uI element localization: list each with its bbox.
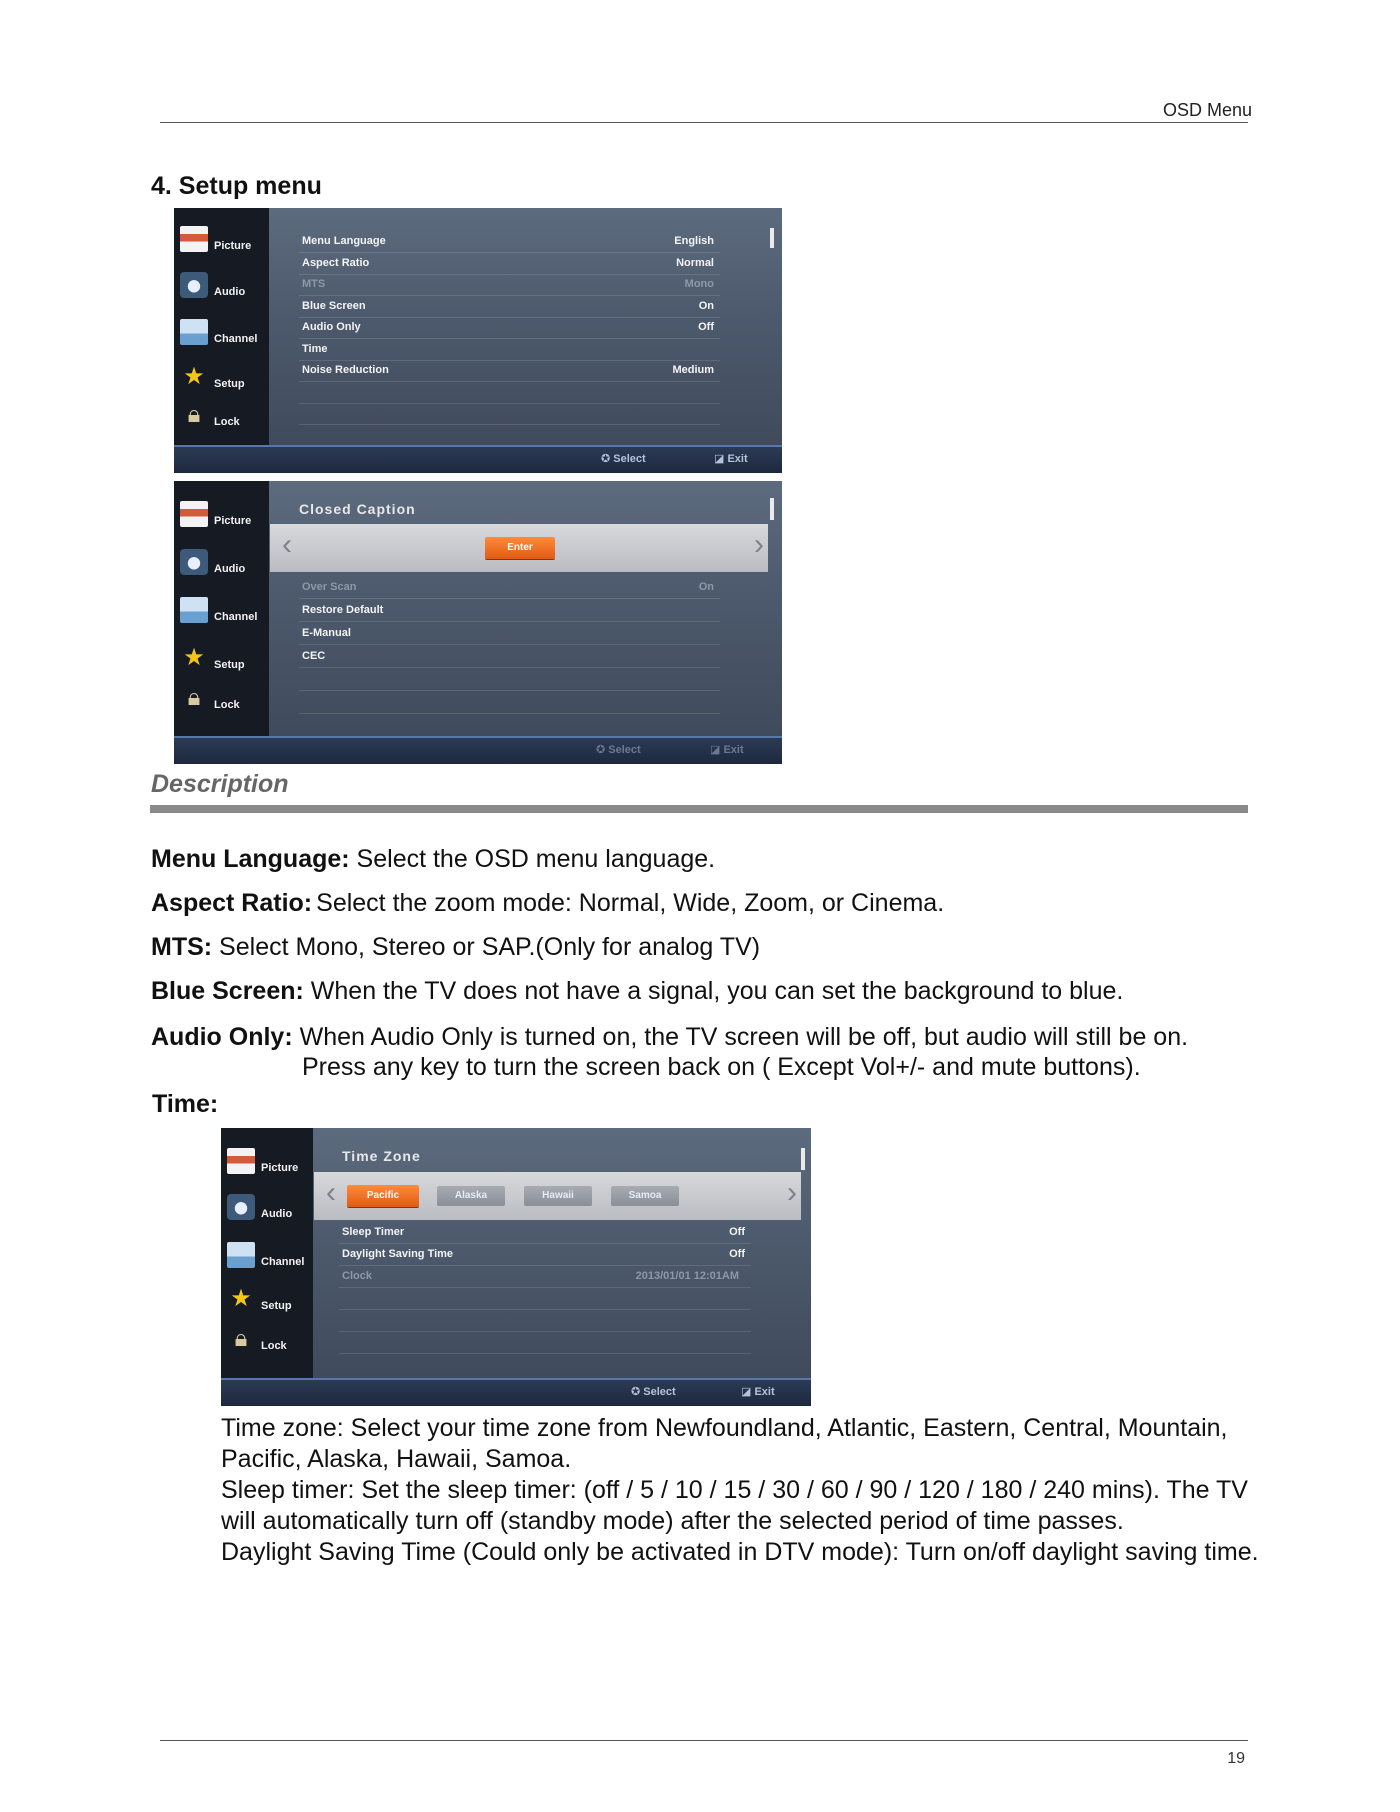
sidebar-label-lock: Lock [214, 416, 240, 428]
zone-option-samoa: Samoa [611, 1186, 679, 1206]
desc-audio-only: Audio Only: When Audio Only is turned on, the TV screen will be off, but audio will still be on. [151, 1023, 1189, 1051]
channel-icon [180, 319, 208, 345]
scrollbar [770, 498, 774, 520]
desc-aspect-ratio: Aspect Ratio: Select the zoom mode: Normal, Wide, Zoom, or Cinema. [151, 889, 945, 917]
osd-row: Sleep Timer Off [339, 1222, 751, 1244]
desc-mts: MTS: Select Mono, Stereo or SAP.(Only for analog TV) [151, 933, 761, 961]
sidebar-item-setup [227, 1286, 319, 1326]
zone-option-alaska: Alaska [437, 1186, 505, 1206]
running-header: OSD Menu [1162, 100, 1252, 120]
lock-icon: 🔒︎ [187, 401, 201, 428]
lock-icon: 🔒︎ [187, 684, 201, 711]
sidebar-label-setup: Setup [214, 659, 245, 671]
channel-icon [180, 597, 208, 623]
osd-row-empty [299, 382, 720, 404]
osd-sidebar [174, 481, 269, 738]
desc-menu-language: Menu Language: Select the OSD menu language. [151, 845, 716, 873]
osd-row: Restore Default [299, 600, 720, 622]
osd-row-empty [299, 692, 720, 714]
sidebar-item-audio [180, 272, 272, 312]
osd-footer [174, 736, 782, 764]
osd-row: Menu Language English [299, 231, 720, 253]
sidebar-label-channel: Channel [261, 1256, 305, 1268]
sidebar-item-setup [180, 645, 272, 685]
osd-footer [221, 1378, 811, 1406]
desc-time-term: Time: [152, 1090, 219, 1118]
osd-row: Aspect Ratio Normal [299, 253, 720, 275]
sidebar-item-setup [180, 364, 272, 404]
exit-hint: ◪ Exit [710, 744, 744, 756]
osd-row: Daylight Saving Time Off [339, 1244, 751, 1266]
chevron-right-icon: › [787, 1176, 797, 1209]
sidebar-item-lock [227, 1326, 319, 1366]
sidebar-item-picture [180, 501, 272, 541]
osd-row: Over Scan On [299, 577, 720, 599]
select-hint: ✪ Select [631, 1386, 676, 1398]
footer-rule [160, 1740, 1248, 1741]
sidebar-item-channel [180, 319, 272, 359]
osd-footer [174, 445, 782, 473]
sleep-timer-note: Sleep timer: Set the sleep timer: (off / 5 / 10 / 15 / 30 / 60 / 90 / 120 / 180 / 240 mins). The TV will automatically turn off (standby mode) after the selected period of time passes. [221, 1476, 1248, 1535]
sidebar-label-channel: Channel [214, 333, 258, 345]
sidebar-label-audio: Audio [214, 286, 246, 298]
daylight-saving-note: Daylight Saving Time (Could only be activated in DTV mode): Turn on/off daylight saving time. [221, 1538, 1259, 1566]
setup-menu-screenshot [174, 208, 782, 473]
description-heading: Description [151, 770, 289, 798]
desc-blue-screen: Blue Screen: When the TV does not have a signal, you can set the background to blue. [151, 977, 1124, 1005]
exit-hint: ◪ Exit [714, 453, 748, 465]
sidebar-label-channel: Channel [214, 611, 258, 623]
select-hint: ✪ Select [596, 744, 641, 756]
star-icon: ★ [230, 1285, 252, 1312]
osd-row: Audio Only Off [299, 317, 720, 339]
chevron-left-icon: ‹ [282, 528, 292, 561]
sidebar-label-setup: Setup [214, 378, 245, 390]
sidebar-label-picture: Picture [261, 1162, 299, 1174]
closed-caption-screenshot [174, 481, 782, 764]
enter-button: Enter [485, 537, 555, 559]
sidebar-label-setup: Setup [261, 1300, 292, 1312]
star-icon: ★ [183, 644, 205, 671]
select-hint: ✪ Select [601, 453, 646, 465]
zone-option-pacific: Pacific [347, 1185, 419, 1207]
sidebar-item-channel [180, 597, 272, 637]
time-zone-screenshot [221, 1128, 811, 1406]
scrollbar [801, 1148, 805, 1170]
chevron-left-icon: ‹ [326, 1176, 336, 1209]
osd-row: MTS Mono [299, 274, 720, 296]
lock-icon: 🔒︎ [234, 1325, 248, 1352]
audio-icon [180, 272, 208, 298]
osd-row: Noise Reduction Medium [299, 360, 720, 382]
osd-row-empty [339, 1288, 751, 1310]
sidebar-item-audio [180, 549, 272, 589]
chevron-right-icon: › [754, 528, 764, 561]
sidebar-item-audio [227, 1194, 319, 1234]
sidebar-label-lock: Lock [261, 1340, 287, 1352]
osd-sidebar [221, 1128, 313, 1380]
osd-row-empty [339, 1310, 751, 1332]
picture-icon [180, 501, 208, 527]
page-number: 19 [1227, 1750, 1245, 1767]
sidebar-label-audio: Audio [261, 1208, 293, 1220]
scrollbar [770, 228, 774, 248]
sidebar-label-picture: Picture [214, 240, 252, 252]
sidebar-item-lock [180, 402, 272, 442]
time-zone-title: Time Zone [342, 1148, 421, 1164]
picture-icon [180, 226, 208, 252]
sidebar-item-picture [227, 1148, 319, 1188]
osd-sidebar [174, 208, 269, 447]
audio-icon [180, 549, 208, 575]
sidebar-label-picture: Picture [214, 515, 252, 527]
exit-hint: ◪ Exit [741, 1386, 775, 1398]
star-icon: ★ [183, 363, 205, 390]
sidebar-item-channel [227, 1242, 319, 1282]
channel-icon [227, 1242, 255, 1268]
time-zone-note: Time zone: Select your time zone from Newfoundland, Atlantic, Eastern, Central, Mountain, Pacific, Alaska, Hawaii, Samoa. [221, 1414, 1228, 1473]
desc-audio-only-cont: Press any key to turn the screen back on ( Except Vol+/- and mute buttons). [302, 1053, 1141, 1081]
osd-row-empty [299, 669, 720, 691]
osd-row: E-Manual [299, 623, 720, 645]
sidebar-item-picture [180, 226, 272, 266]
sidebar-label-lock: Lock [214, 699, 240, 711]
picture-icon [227, 1148, 255, 1174]
osd-row: CEC [299, 646, 720, 668]
audio-icon [227, 1194, 255, 1220]
header-rule [160, 122, 1248, 123]
zone-option-hawaii: Hawaii [524, 1186, 592, 1206]
sidebar-label-audio: Audio [214, 563, 246, 575]
closed-caption-title: Closed Caption [299, 501, 416, 517]
osd-row: Blue Screen On [299, 296, 720, 318]
osd-row: Time [299, 339, 720, 361]
sidebar-item-lock [180, 685, 272, 725]
osd-row: Clock 2013/01/01 12:01AM [339, 1266, 751, 1288]
section-title: 4. Setup menu [151, 172, 322, 200]
osd-row-empty [299, 403, 720, 425]
osd-row-empty [339, 1332, 751, 1354]
description-divider [150, 805, 1248, 813]
